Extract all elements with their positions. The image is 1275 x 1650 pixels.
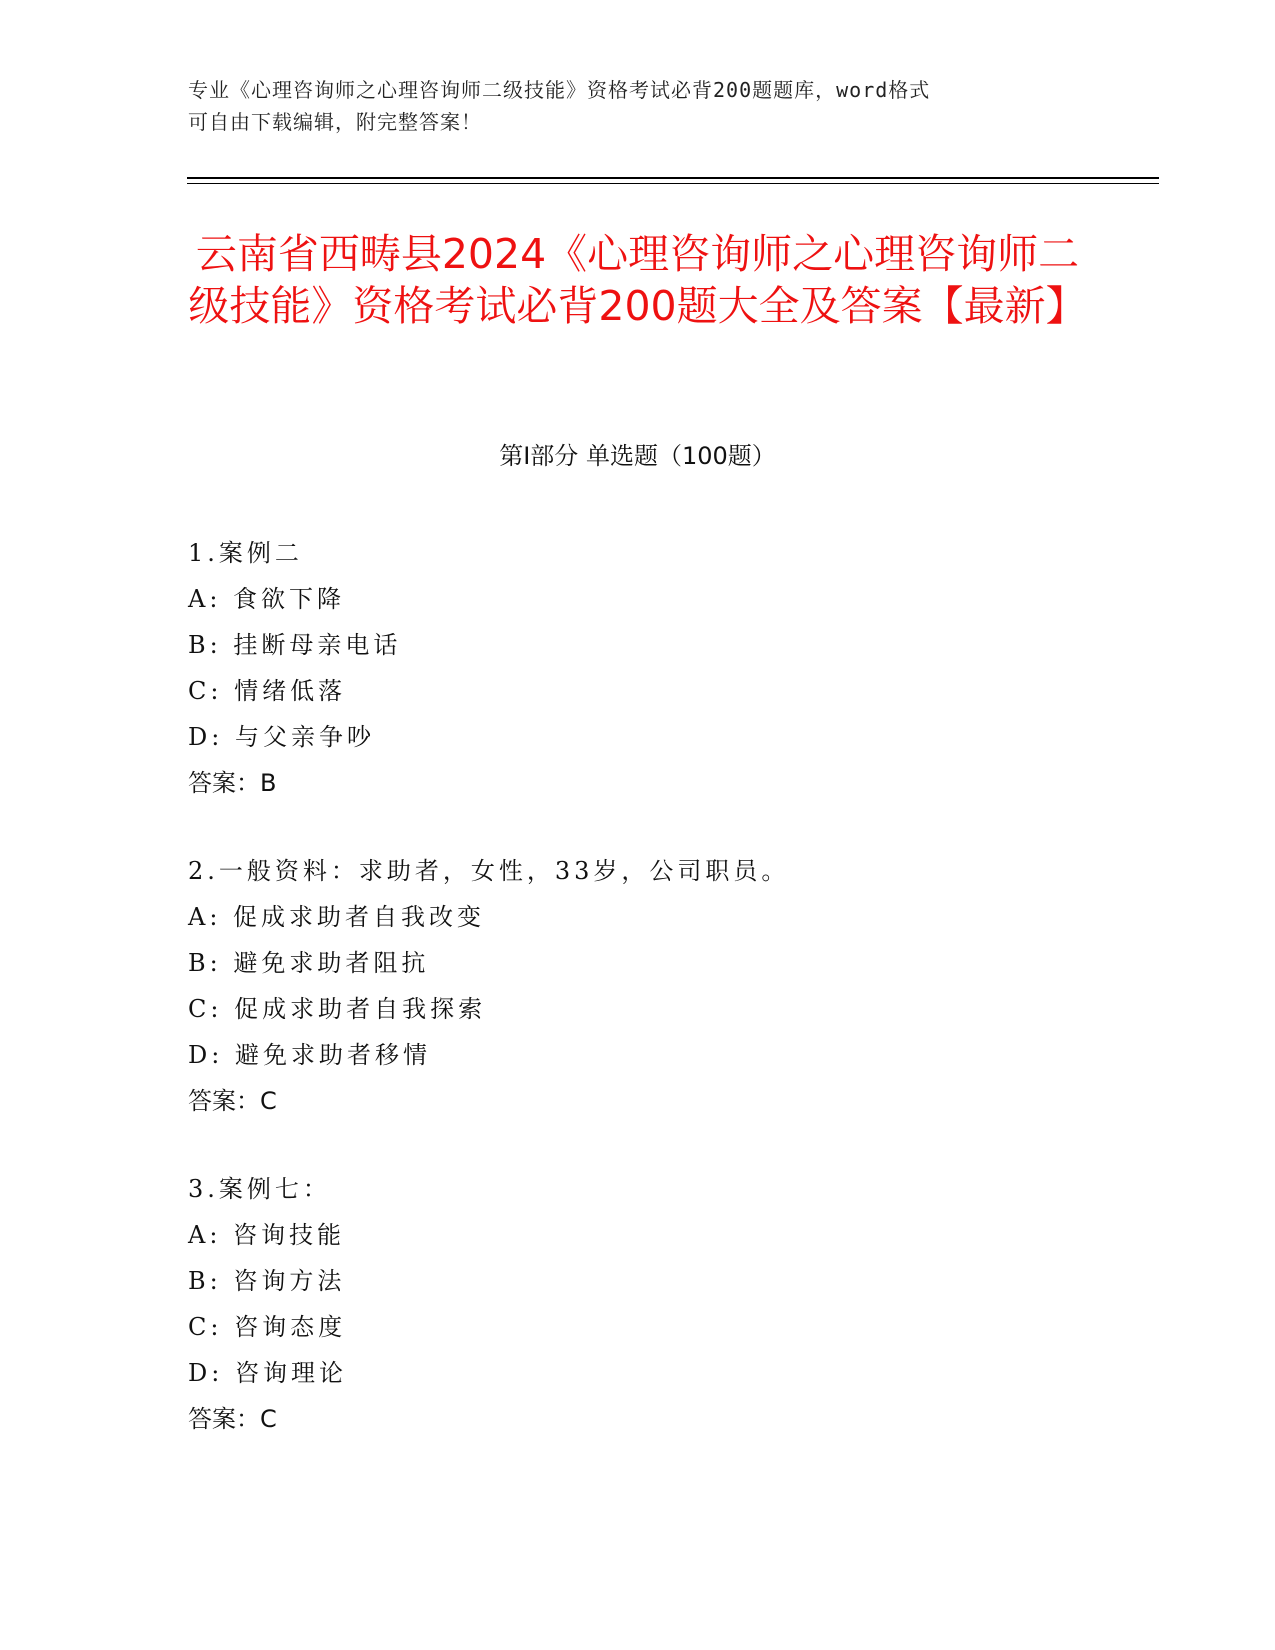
- question-3: [188, 1166, 1138, 1442]
- answer-line: 答案：C: [188, 1405, 277, 1433]
- option-b: B: 避免求助者阻抗: [188, 949, 430, 977]
- option-b: B: 挂断母亲电话: [188, 631, 402, 659]
- answer-line: 答案：B: [188, 769, 277, 797]
- answer-line: 答案：C: [188, 1087, 277, 1115]
- question-stem: 1.案例二: [188, 539, 303, 567]
- question-list: [188, 530, 1138, 1484]
- option-a: A: 咨询技能: [188, 1221, 346, 1249]
- option-c: C: 情绪低落: [188, 677, 347, 705]
- option-d: D: 避免求助者移情: [188, 1041, 431, 1069]
- option-d: D: 与父亲争吵: [188, 723, 375, 751]
- header-rule-thin: [187, 183, 1159, 184]
- option-c: C: 咨询态度: [188, 1313, 347, 1341]
- header-line-2: 可自由下载编辑，附完整答案！: [188, 110, 482, 134]
- question-2: [188, 848, 1138, 1124]
- page-header: [188, 74, 1088, 138]
- header-line-1: 专业《心理咨询师之心理咨询师二级技能》资格考试必背200题题库，word格式: [188, 78, 931, 102]
- option-c: C: 促成求助者自我探索: [188, 995, 487, 1023]
- header-rule-thick: [187, 177, 1159, 179]
- question-stem: 3.案例七：: [188, 1175, 331, 1203]
- option-a: A: 促成求助者自我改变: [188, 903, 486, 931]
- question-1: [188, 530, 1138, 806]
- option-d: D: 咨询理论: [188, 1359, 347, 1387]
- option-b: B: 咨询方法: [188, 1267, 346, 1295]
- section-title: 第Ⅰ部分 单选题（100题）: [499, 442, 776, 470]
- option-a: A: 食欲下降: [188, 585, 346, 613]
- document-title: 云南省西畴县2024《心理咨询师之心理咨询师二级技能》资格考试必背200题大全及答案【最新】: [188, 230, 1087, 330]
- question-stem: 2.一般资料：求助者，女性，33岁，公司职员。: [188, 857, 790, 885]
